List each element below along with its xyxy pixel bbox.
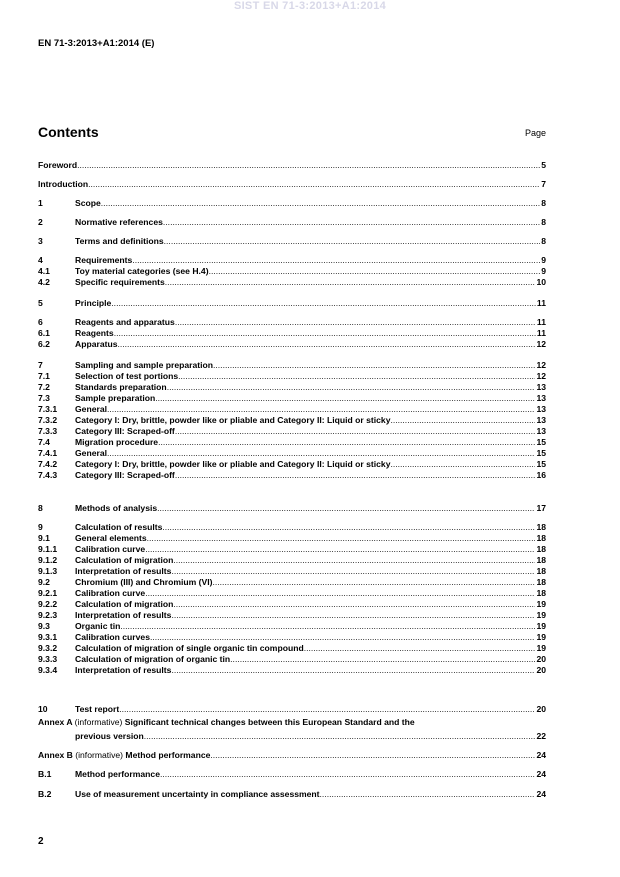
page-column-heading: Page — [524, 128, 546, 138]
toc-entry[interactable] — [38, 177, 546, 189]
toc-entry[interactable] — [38, 337, 546, 349]
annex-b-item-title: Use of measurement uncertainty in compliance assessment — [75, 789, 320, 799]
annex-b-type: (informative) — [75, 750, 124, 760]
toc-entry-title: General elements — [75, 533, 147, 543]
toc-entry[interactable] — [38, 501, 546, 513]
toc-entry-page: 13 — [536, 426, 546, 436]
toc-entry-number: 9.1.1 — [38, 544, 58, 554]
toc-entry-number: 10 — [38, 704, 48, 714]
toc-entry-title: Toy material categories (see H.4) — [75, 266, 209, 276]
toc-entry-title: Reagents and apparatus — [75, 317, 175, 327]
toc-entry-title: Calibration curves — [75, 632, 150, 642]
toc-entry-page: 19 — [536, 610, 546, 620]
toc-entry-page: 18 — [536, 522, 546, 532]
toc-entry-title: Sampling and sample preparation — [75, 360, 214, 370]
toc-entry-page: 13 — [536, 404, 546, 414]
leader-dots — [157, 503, 535, 513]
toc-entry-page: 17 — [536, 503, 546, 513]
toc-entry-page: 7 — [541, 179, 546, 189]
toc-entry-page: 11 — [536, 298, 546, 308]
toc-entry-number: 2 — [38, 217, 43, 227]
toc-entry-page: 15 — [536, 459, 546, 469]
toc-entry-title: Test report — [75, 704, 120, 714]
annex-a-entry-line1[interactable] — [38, 717, 546, 729]
toc-entry-title: Requirements — [75, 255, 133, 265]
toc-entry-number: 7.3.2 — [38, 415, 58, 425]
toc-entry-title: Interpretation of results — [75, 566, 172, 576]
toc-entry-page: 9 — [541, 266, 546, 276]
toc-entry-page: 15 — [536, 448, 546, 458]
toc-entry-page: 11 — [536, 317, 546, 327]
annex-b-entry[interactable] — [38, 748, 546, 760]
annex-b-item-number: B.1 — [38, 769, 52, 779]
annex-a-type: (informative) — [74, 717, 123, 727]
toc-entry-page: 12 — [536, 360, 546, 370]
toc-entry-page: 19 — [536, 643, 546, 653]
toc-entry-title: Category III: Scraped-off — [75, 470, 175, 480]
toc-entry[interactable] — [38, 215, 546, 227]
toc-entry-title: Interpretation of results — [75, 665, 172, 675]
annex-b-item-page: 24 — [536, 769, 546, 779]
toc-entry-number: 4.1 — [38, 266, 50, 276]
toc-entry[interactable] — [38, 702, 546, 714]
toc-entry-title: Calculation of migration — [75, 555, 174, 565]
contents-heading: Contents — [38, 124, 99, 140]
toc-entry-number: 9.3 — [38, 621, 50, 631]
annex-b-heading — [38, 750, 210, 760]
toc-entry-title: Calculation of migration of single organic tin compound — [75, 643, 304, 653]
toc-entry-page: 10 — [536, 277, 546, 287]
toc-entry-number: 7.3.1 — [38, 404, 58, 414]
toc-entry-page: 18 — [536, 533, 546, 543]
toc-entry-title: Principle — [75, 298, 112, 308]
leader-dots — [144, 731, 536, 741]
annex-a-title-line1: Significant technical changes between this European Standard and the — [124, 717, 415, 727]
annex-b-item-title: Method performance — [75, 769, 160, 779]
toc-entry-page: 8 — [541, 236, 546, 246]
toc-entry-title: Terms and definitions — [75, 236, 164, 246]
toc-entry[interactable] — [38, 234, 546, 246]
toc-entry-number: 7.4.3 — [38, 470, 58, 480]
toc-entry-number: 9.1.2 — [38, 555, 58, 565]
toc-entry-page: 15 — [536, 437, 546, 447]
toc-entry-page: 19 — [536, 632, 546, 642]
toc-entry-number: 9.2.1 — [38, 588, 58, 598]
toc-entry-page: 18 — [536, 555, 546, 565]
leader-dots — [163, 217, 540, 227]
toc-entry-page: 19 — [536, 621, 546, 631]
toc-entry-title: Category I: Dry, brittle, powder like or pliable and Category II: Liquid or sticky — [75, 459, 391, 469]
toc-entry-page: 11 — [536, 328, 546, 338]
annex-b-item[interactable] — [38, 787, 546, 799]
toc-entry-page: 16 — [536, 470, 546, 480]
leader-dots — [210, 750, 535, 760]
toc-entry-title: Migration procedure — [75, 437, 159, 447]
annex-b-title: Method performance — [125, 750, 211, 760]
watermark: SIST EN 71-3:2013+A1:2014 — [233, 0, 387, 12]
toc-entry-number: 9 — [38, 522, 43, 532]
toc-entry-number: 4 — [38, 255, 43, 265]
toc-entry-title: Sample preparation — [75, 393, 156, 403]
toc-entry-title: Chromium (III) and Chromium (VI) — [75, 577, 213, 587]
toc-entry-number: 6 — [38, 317, 43, 327]
annex-b-item-number: B.2 — [38, 789, 52, 799]
toc-entry-number: 9.3.4 — [38, 665, 58, 675]
toc-entry-number: 7.4 — [38, 437, 50, 447]
toc-entry-title: Normative references — [75, 217, 163, 227]
toc-entry[interactable] — [38, 296, 546, 308]
toc-entry-title: Organic tin — [75, 621, 121, 631]
toc-entry-page: 18 — [536, 566, 546, 576]
annex-a-label: Annex A — [38, 717, 73, 727]
toc-entry-title: Scope — [75, 198, 101, 208]
toc-entry-page: 12 — [536, 371, 546, 381]
annex-a-page: 22 — [536, 731, 546, 741]
leader-dots — [164, 236, 541, 246]
annex-a-entry-line2[interactable] — [75, 729, 546, 741]
toc-entry-number: 9.3.3 — [38, 654, 58, 664]
toc-entry-number: 7.4.1 — [38, 448, 58, 458]
toc-entry-page: 9 — [541, 255, 546, 265]
annex-b-item-page: 24 — [536, 789, 546, 799]
document-id: EN 71-3:2013+A1:2014 (E) — [38, 38, 155, 49]
toc-entry-page: 18 — [536, 588, 546, 598]
toc-entry-page: 20 — [536, 654, 546, 664]
toc-entry-title: Calibration curve — [75, 544, 146, 554]
toc-entry[interactable] — [38, 663, 546, 675]
toc-entry-number: 6.1 — [38, 328, 50, 338]
toc-entry-page: 8 — [541, 198, 546, 208]
toc-entry-title: Interpretation of results — [75, 610, 172, 620]
annex-a-title-line2: previous version — [75, 731, 144, 741]
toc-entry-title: General — [75, 404, 108, 414]
toc-entry-page: 5 — [541, 160, 546, 170]
toc-entry-title: Category I: Dry, brittle, powder like or pliable and Category II: Liquid or sticky — [75, 415, 391, 425]
toc-entry[interactable] — [38, 275, 546, 287]
toc-entry-number: 7.2 — [38, 382, 50, 392]
toc-entry-number: 9.3.2 — [38, 643, 58, 653]
leader-dots — [171, 665, 535, 675]
toc-entry-page: 18 — [536, 577, 546, 587]
toc-entry-page: 8 — [541, 217, 546, 227]
toc-entry-title: Calibration curve — [75, 588, 146, 598]
toc-entry[interactable] — [38, 196, 546, 208]
toc-entry-title: Apparatus — [75, 339, 118, 349]
toc-entry-page: 13 — [536, 382, 546, 392]
toc-entry-number: 9.1 — [38, 533, 50, 543]
leader-dots — [320, 789, 536, 799]
leader-dots — [111, 298, 536, 308]
annex-b-item[interactable] — [38, 767, 546, 779]
toc-entry-page: 18 — [536, 544, 546, 554]
leader-dots — [77, 160, 540, 170]
toc-entry-title: Foreword — [38, 160, 78, 170]
toc-entry-title: Selection of test portions — [75, 371, 179, 381]
toc-entry-title: Reagents — [75, 328, 114, 338]
toc-entry-number: 9.1.3 — [38, 566, 58, 576]
toc-entry-number: 4.2 — [38, 277, 50, 287]
toc-entry-page: 19 — [536, 599, 546, 609]
toc-entry-number: 7.3 — [38, 393, 50, 403]
leader-dots — [175, 470, 536, 480]
toc-entry-title: Category III: Scraped-off — [75, 426, 175, 436]
toc-entry[interactable] — [38, 468, 546, 480]
toc-entry-number: 7 — [38, 360, 43, 370]
toc-entry[interactable] — [38, 158, 546, 170]
toc-entry-number: 7.3.3 — [38, 426, 58, 436]
toc-entry-title: Introduction — [38, 179, 89, 189]
leader-dots — [88, 179, 540, 189]
toc-entry-number: 1 — [38, 198, 43, 208]
toc-entry-title: Specific requirements — [75, 277, 165, 287]
toc-entry-title: Calculation of results — [75, 522, 163, 532]
annex-b-label: Annex B — [38, 750, 73, 760]
toc-entry-number: 7.1 — [38, 371, 50, 381]
leader-dots — [118, 339, 536, 349]
toc-entry-number: 3 — [38, 236, 43, 246]
annex-b-page: 24 — [536, 750, 546, 760]
toc-entry-number: 9.2.3 — [38, 610, 58, 620]
page-number: 2 — [38, 836, 44, 847]
toc-entry-number: 9.2.2 — [38, 599, 58, 609]
toc-entry-page: 12 — [536, 339, 546, 349]
toc-entry-title: Calculation of migration — [75, 599, 174, 609]
toc-entry-number: 9.3.1 — [38, 632, 58, 642]
leader-dots — [160, 769, 535, 779]
leader-dots — [101, 198, 540, 208]
toc-entry-title: General — [75, 448, 108, 458]
toc-entry-number: 6.2 — [38, 339, 50, 349]
leader-dots — [119, 704, 535, 714]
toc-entry-title: Calculation of migration of organic tin — [75, 654, 231, 664]
toc-entry-number: 7.4.2 — [38, 459, 58, 469]
toc-entry-page: 20 — [536, 704, 546, 714]
toc-entry-page: 13 — [536, 393, 546, 403]
toc-entry-title: Standards preparation — [75, 382, 167, 392]
toc-entry-page: 13 — [536, 415, 546, 425]
leader-dots — [165, 277, 536, 287]
toc-entry-number: 9.2 — [38, 577, 50, 587]
toc-entry-title: Methods of analysis — [75, 503, 158, 513]
toc-entry-number: 5 — [38, 298, 43, 308]
toc-entry-number: 8 — [38, 503, 43, 513]
toc-entry-page: 20 — [536, 665, 546, 675]
